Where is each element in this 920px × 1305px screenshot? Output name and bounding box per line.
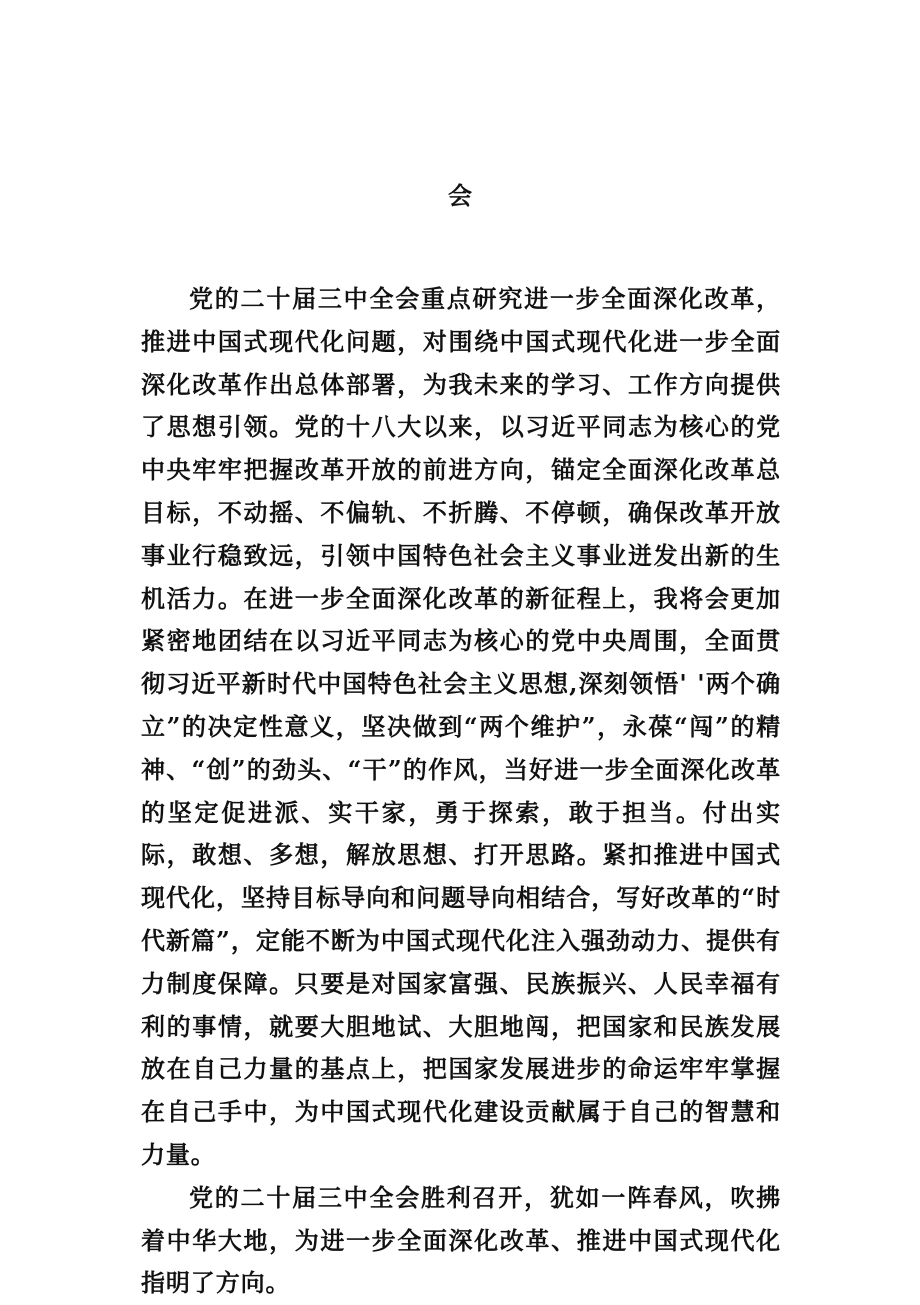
paragraph-1: 党的二十届三中全会重点研究进一步全面深化改革，推进中国式现代化问题，对围绕中国式现代化进一步全面深化改革作出总体部署，为我未来的学习、工作方向提供了思想引领。党的十八大以来，以习近平同志为核心的党中央牢牢把握改革开放的前进方向，锚定全面深化改革总目标，不动摇、不偏轨、不折腾、不停顿，确保改革开放事业行稳致远，引领中国特色社会主义事业迸发出新的生机活力。在进一步全面深化改革的新征程上，我将会更加紧密地团结在以习近平同志为核心的党中央周围，全面贯彻习近平新时代中国特色社会主义思想,深刻领悟' '两个确立”的决定性意义，坚决做到“两个维护”，永葆“闯”的精神、“创”的劲头、“干”的作风，当好进一步全面深化改革的坚定促进派、实干家，勇于探索，敢于担当。付出实际，敢想、多想，解放思想、打开思路。紧扣推进中国式现代化，坚持目标导向和问题导向相结合，写好改革的“时代新篇”，定能不断为中国式现代化注入强劲动力、提供有力制度保障。只要是对国家富强、民族振兴、人民幸福有利的事情，就要大胆地试、大胆地闯，把国家和民族发展放在自己力量的基点上，把国家发展进步的命运牢牢掌握在自己手中，为中国式现代化建设贡献属于自己的智慧和力量。 — [141, 284, 781, 1169]
document-body — [141, 278, 781, 1305]
document-title: 会 — [448, 181, 472, 210]
paragraph-2: 党的二十届三中全会胜利召开，犹如一阵春风，吹拂着中华大地，为进一步全面深化改革、推进中国式现代化指明了方向。 — [141, 1182, 781, 1298]
